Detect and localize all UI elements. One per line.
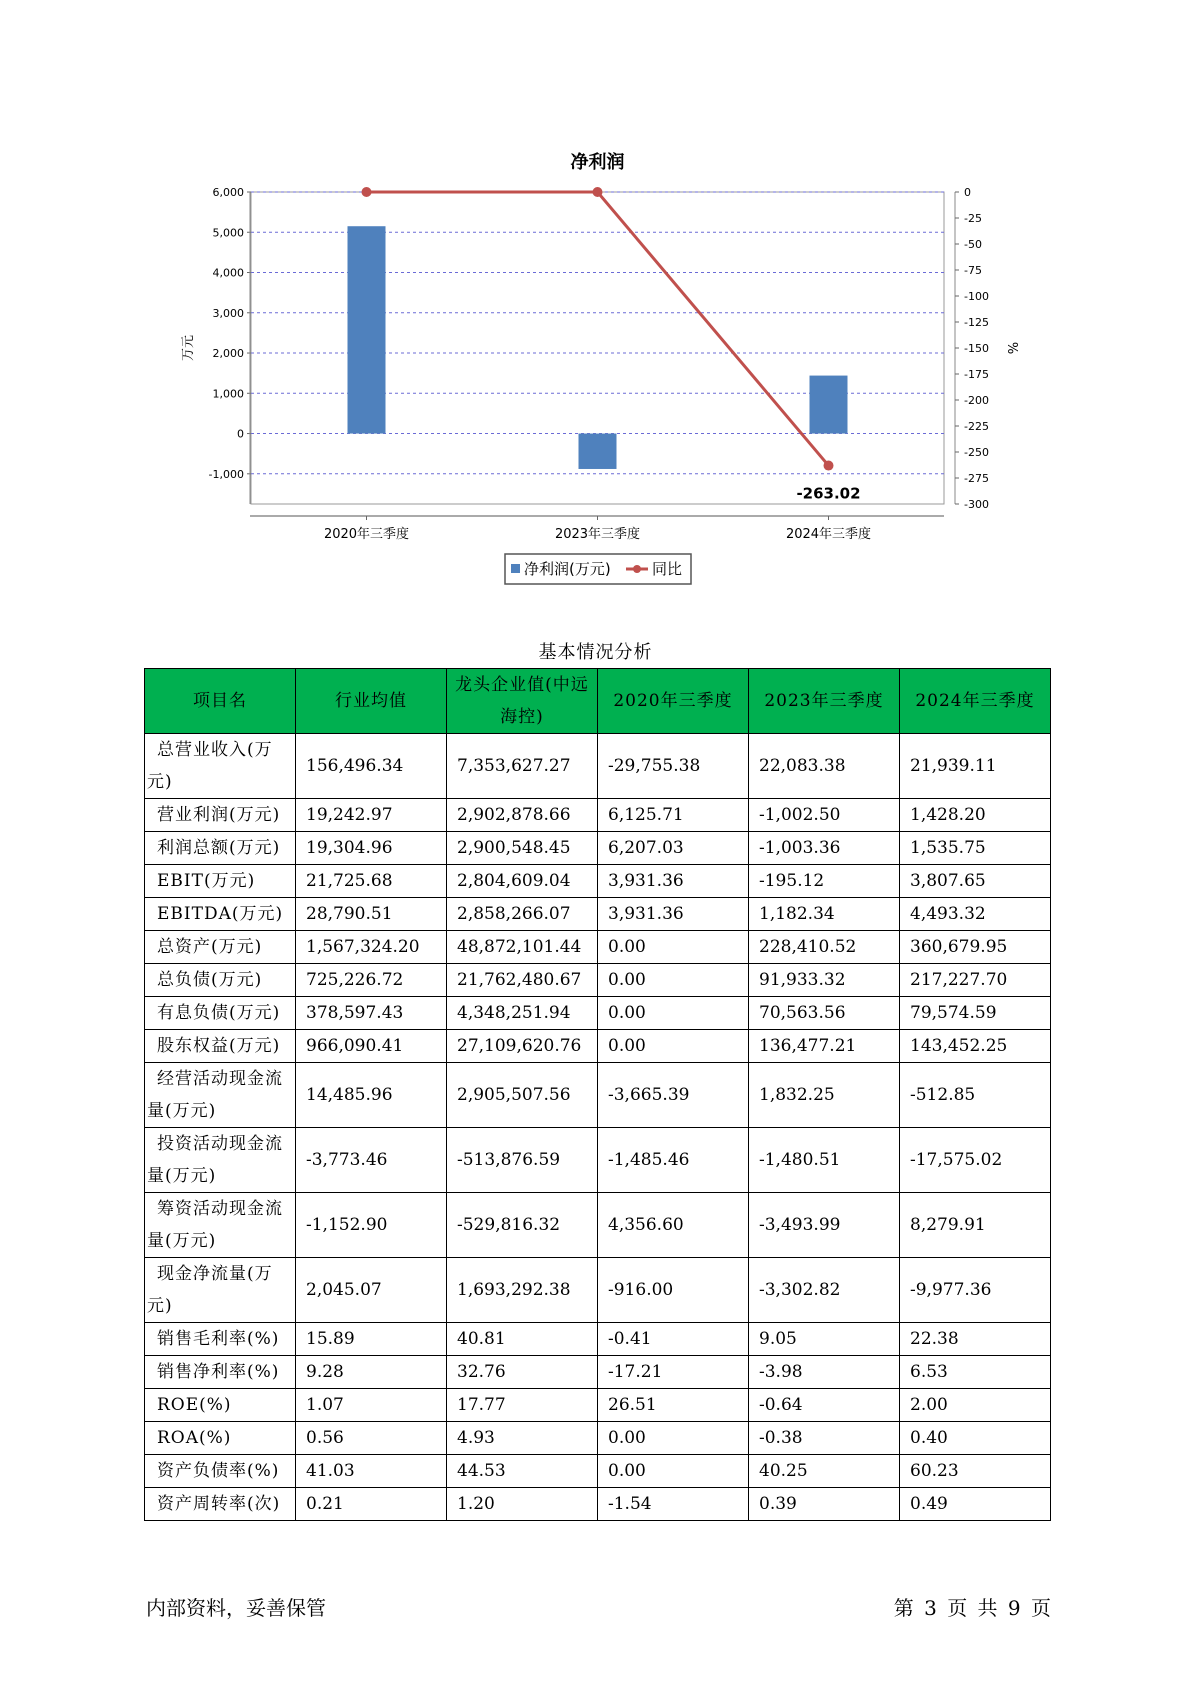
cell-text: 3,807.65 [910,871,986,891]
cell-text: 有息负债(万元) [157,1003,281,1023]
table-row [145,734,1051,799]
table-cell [447,964,598,997]
table-cell [296,1128,447,1193]
cell-text: 1,182.34 [759,904,835,924]
cell-text: 21,762,480.67 [457,970,582,990]
cell-text: 3,931.36 [608,871,684,891]
row-label [145,1128,296,1193]
chart-title: 净利润 [570,152,625,173]
cell-text: EBITDA(万元) [157,904,284,924]
table-cell [749,734,900,799]
table-cell [900,865,1051,898]
table-cell [447,734,598,799]
cell-text: 48,872,101.44 [457,937,582,957]
table-row [145,1030,1051,1063]
table-cell [900,1488,1051,1521]
bar [579,434,617,469]
cell-text: 6,125.71 [608,805,684,825]
cell-text: 60.23 [910,1461,959,1481]
table-cell [447,865,598,898]
cell-text: 总营业收入(万元) [147,740,273,792]
cell-text: 1,693,292.38 [457,1280,571,1300]
row-label [145,832,296,865]
cell-text: 2,905,507.56 [457,1085,571,1105]
table-cell [598,799,749,832]
bar [810,376,848,434]
table-cell [749,1455,900,1488]
table-row [145,1323,1051,1356]
cell-text: 360,679.95 [910,937,1008,957]
cell-text: 4,356.60 [608,1215,684,1235]
cell-text: 筹资活动现金流量(万元) [147,1199,283,1251]
cell-text: -1,152.90 [306,1215,388,1235]
cell-text: 40.25 [759,1461,808,1481]
row-label [145,1389,296,1422]
cell-text: -512.85 [910,1085,976,1105]
table-cell [749,931,900,964]
table-cell [296,898,447,931]
table-row [145,832,1051,865]
table-cell [900,1323,1051,1356]
table-cell [447,997,598,1030]
table-cell [900,1128,1051,1193]
table-row [145,898,1051,931]
cell-text: 0.39 [759,1494,797,1514]
table-cell [900,1258,1051,1323]
table-cell [296,1488,447,1521]
table-title: 基本情况分析 [538,642,653,663]
cell-text: -29,755.38 [608,756,701,776]
table-cell [749,865,900,898]
table-row [145,1258,1051,1323]
cell-text: -916.00 [608,1280,674,1300]
cell-text: 19,304.96 [306,838,393,858]
y2-tick-label: -50 [964,238,982,251]
table-cell [296,997,447,1030]
cell-text: 0.00 [608,970,646,990]
cell-text: -1,485.46 [608,1150,690,1170]
line-series [367,192,829,466]
table-cell [900,1422,1051,1455]
header-cell: 2020年三季度 [598,669,749,734]
table-cell [900,1389,1051,1422]
cell-text: 1.07 [306,1395,344,1415]
table-row [145,1128,1051,1193]
cell-text: 7,353,627.27 [457,756,571,776]
cell-text: 21,939.11 [910,756,997,776]
footer-confidential: 内部资料，妥善保管 [146,1596,326,1620]
table-cell [447,1356,598,1389]
table-cell [296,1356,447,1389]
x-tick-label: 2020年三季度 [323,527,410,542]
table-cell [598,1193,749,1258]
table-cell [900,1063,1051,1128]
cell-text: 6,207.03 [608,838,684,858]
cell-text: -3.98 [759,1362,803,1382]
cell-text: -17.21 [608,1362,663,1382]
cell-text: 17.77 [457,1395,506,1415]
cell-text: 营业利润(万元) [157,805,281,825]
cell-text: 70,563.56 [759,1003,846,1023]
cell-text: 4,493.32 [910,904,986,924]
table-cell [900,832,1051,865]
cell-text: -1,003.36 [759,838,841,858]
table-cell [598,1258,749,1323]
table-cell [598,931,749,964]
table-cell [900,1455,1051,1488]
table-cell [296,964,447,997]
table-cell [447,1488,598,1521]
cell-text: 91,933.32 [759,970,846,990]
cell-text: 143,452.25 [910,1036,1008,1056]
legend-line-marker [633,565,641,573]
x-tick-label: 2024年三季度 [785,527,872,542]
row-label [145,799,296,832]
table-cell [296,865,447,898]
cell-text: 21,725.68 [306,871,393,891]
row-label [145,997,296,1030]
cell-text: 156,496.34 [306,756,404,776]
table-cell [447,898,598,931]
cell-text: -195.12 [759,871,825,891]
header-cell: 行业均值 [296,669,447,734]
cell-text: -9,977.36 [910,1280,992,1300]
y-axis-label: 万元 [181,334,196,362]
cell-text: -1,002.50 [759,805,841,825]
cell-text: 136,477.21 [759,1036,857,1056]
table-cell [598,1389,749,1422]
row-label [145,1455,296,1488]
cell-text: -1,480.51 [759,1150,841,1170]
cell-text: 966,090.41 [306,1036,404,1056]
y2-tick-label: -75 [964,264,982,277]
table-cell [749,898,900,931]
row-label [145,1488,296,1521]
table-cell [447,799,598,832]
table-cell [900,734,1051,799]
row-label [145,734,296,799]
cell-text: -1.54 [608,1494,652,1514]
cell-text: 6.53 [910,1362,948,1382]
cell-text: 0.00 [608,1461,646,1481]
table-cell [447,1389,598,1422]
table-cell [447,1030,598,1063]
y-tick-label: -1,000 [208,467,244,481]
data-label: -263.02 [796,484,861,503]
table-cell [749,1389,900,1422]
table-cell [900,1030,1051,1063]
table-cell [598,1063,749,1128]
row-label [145,865,296,898]
legend-label: 净利润(万元) [524,560,611,578]
table-cell [900,931,1051,964]
cell-text: 股东权益(万元) [157,1036,281,1056]
cell-text: 1,535.75 [910,838,986,858]
table-cell [749,1422,900,1455]
cell-text: 15.89 [306,1329,355,1349]
row-label [145,1063,296,1128]
table-row [145,799,1051,832]
table-cell [296,931,447,964]
table-row [145,1063,1051,1128]
cell-text: 19,242.97 [306,805,393,825]
y2-tick-label: -300 [964,498,989,511]
cell-text: 9.28 [306,1362,344,1382]
table-cell [296,734,447,799]
row-label [145,931,296,964]
table-cell [900,997,1051,1030]
row-label [145,1030,296,1063]
y2-tick-label: -100 [964,290,989,303]
analysis-table [144,668,1051,1521]
net-profit-chart [0,0,1191,620]
cell-text: -0.64 [759,1395,803,1415]
row-label [145,1422,296,1455]
cell-text: ROA(%) [157,1428,232,1448]
cell-text: 22.38 [910,1329,959,1349]
cell-text: -3,302.82 [759,1280,841,1300]
cell-text: 利润总额(万元) [157,838,281,858]
cell-text: 79,574.59 [910,1003,997,1023]
cell-text: 28,790.51 [306,904,393,924]
table-cell [296,832,447,865]
y-tick-label: 6,000 [212,186,244,199]
cell-text: 0.00 [608,1036,646,1056]
table-header-row [145,669,1051,734]
cell-text: 2,858,266.07 [457,904,571,924]
table-cell [447,1323,598,1356]
table-cell [598,964,749,997]
row-label [145,964,296,997]
table-cell [296,1455,447,1488]
header-cell: 2024年三季度 [900,669,1051,734]
y2-tick-label: -200 [964,394,989,407]
y-tick-label: 3,000 [212,306,244,320]
table-cell [296,1258,447,1323]
table-cell [598,832,749,865]
cell-text: 0.00 [608,937,646,957]
table-cell [749,1488,900,1521]
y2-tick-label: -250 [964,446,989,459]
table-cell [447,1128,598,1193]
cell-text: 2,902,878.66 [457,805,571,825]
cell-text: 总负债(万元) [157,970,263,990]
cell-text: -0.38 [759,1428,803,1448]
x-tick-label: 2023年三季度 [554,527,641,542]
table-cell [447,1422,598,1455]
table-cell [598,865,749,898]
line-point [362,187,372,197]
table-cell [447,931,598,964]
cell-text: 26.51 [608,1395,657,1415]
cell-text: 14,485.96 [306,1085,393,1105]
cell-text: 投资活动现金流量(万元) [147,1134,283,1186]
cell-text: -513,876.59 [457,1150,561,1170]
cell-text: 217,227.70 [910,970,1008,990]
table-cell [598,1455,749,1488]
y-tick-label: 5,000 [212,226,244,240]
table-cell [749,1030,900,1063]
table-row [145,1455,1051,1488]
y2-tick-label: 0 [964,186,971,199]
cell-text: 2,045.07 [306,1280,382,1300]
table-cell [598,1488,749,1521]
table-cell [900,964,1051,997]
y-tick-label: 1,000 [212,387,244,401]
table-cell [296,1193,447,1258]
table-cell [749,799,900,832]
table-row [145,865,1051,898]
cell-text: 经营活动现金流量(万元) [147,1069,283,1121]
table-row [145,1422,1051,1455]
legend-bar-swatch [511,564,520,573]
cell-text: 40.81 [457,1329,506,1349]
cell-text: 资产负债率(%) [157,1461,280,1481]
cell-text: 现金净流量(万元) [147,1264,273,1316]
table-cell [598,1128,749,1193]
cell-text: 销售毛利率(%) [157,1329,280,1349]
cell-text: 0.49 [910,1494,948,1514]
table-cell [749,964,900,997]
cell-text: 32.76 [457,1362,506,1382]
table-cell [447,1193,598,1258]
table-cell [296,1422,447,1455]
table-cell [900,799,1051,832]
table-cell [447,832,598,865]
table-row [145,997,1051,1030]
cell-text: 41.03 [306,1461,355,1481]
table-cell [598,1030,749,1063]
cell-text: 4.93 [457,1428,495,1448]
cell-text: 2.00 [910,1395,948,1415]
cell-text: 44.53 [457,1461,506,1481]
table-row [145,1389,1051,1422]
row-label [145,1323,296,1356]
y2-tick-label: -25 [964,212,982,225]
table-cell [296,1389,447,1422]
table-cell [749,1323,900,1356]
table-row [145,1356,1051,1389]
table-cell [598,1323,749,1356]
line-point [824,461,834,471]
cell-text: 3,931.36 [608,904,684,924]
line-point [593,187,603,197]
table-cell [447,1063,598,1128]
table-row [145,1193,1051,1258]
cell-text: 27,109,620.76 [457,1036,582,1056]
y2-tick-label: -125 [964,316,989,329]
cell-text: 2,900,548.45 [457,838,571,858]
table-cell [296,1323,447,1356]
cell-text: 2,804,609.04 [457,871,571,891]
cell-text: ROE(%) [157,1395,232,1415]
cell-text: 0.56 [306,1428,344,1448]
row-label [145,1356,296,1389]
table-cell [900,898,1051,931]
table-cell [598,898,749,931]
table-cell [900,1356,1051,1389]
cell-text: 1,428.20 [910,805,986,825]
cell-text: 1,832.25 [759,1085,835,1105]
table-row [145,931,1051,964]
header-cell: 2023年三季度 [749,669,900,734]
cell-text: 228,410.52 [759,937,857,957]
cell-text: 725,226.72 [306,970,404,990]
cell-text: 0.40 [910,1428,948,1448]
y2-tick-label: -225 [964,420,989,433]
y-tick-label: 4,000 [212,266,244,280]
table-cell [900,1193,1051,1258]
y2-tick-label: -275 [964,472,989,485]
header-cell: 项目名 [145,669,296,734]
cell-text: -0.41 [608,1329,652,1349]
y-tick-label: 0 [237,427,244,441]
y-tick-label: 2,000 [212,347,244,361]
y2-axis-label: % [1004,341,1019,355]
cell-text: EBIT(万元) [157,871,256,891]
table-cell [749,832,900,865]
cell-text: -3,665.39 [608,1085,690,1105]
table-cell [296,799,447,832]
table-cell [598,734,749,799]
cell-text: 22,083.38 [759,756,846,776]
cell-text: 总资产(万元) [157,937,263,957]
table-cell [296,1030,447,1063]
table-cell [598,1422,749,1455]
cell-text: 4,348,251.94 [457,1003,571,1023]
table-cell [447,1258,598,1323]
cell-text: 0.21 [306,1494,344,1514]
table-row [145,1488,1051,1521]
row-label [145,898,296,931]
legend-label: 同比 [652,560,683,578]
cell-text: -17,575.02 [910,1150,1003,1170]
cell-text: 378,597.43 [306,1003,404,1023]
cell-text: -529,816.32 [457,1215,561,1235]
cell-text: -3,493.99 [759,1215,841,1235]
table-cell [749,1193,900,1258]
footer-page-number: 第 3 页 共 9 页 [893,1596,1051,1620]
chart-svg [0,0,1191,620]
header-cell: 龙头企业值(中远海控) [447,669,598,734]
table-cell [598,1356,749,1389]
table-cell [749,1128,900,1193]
table-cell [749,1356,900,1389]
table-cell [749,997,900,1030]
cell-text: -3,773.46 [306,1150,388,1170]
table-row [145,964,1051,997]
cell-text: 销售净利率(%) [157,1362,280,1382]
table-cell [296,1063,447,1128]
row-label [145,1258,296,1323]
cell-text: 8,279.91 [910,1215,986,1235]
table-cell [749,1063,900,1128]
cell-text: 0.00 [608,1428,646,1448]
table-cell [447,1455,598,1488]
cell-text: 9.05 [759,1329,797,1349]
y2-tick-label: -150 [964,342,989,355]
cell-text: 资产周转率(次) [157,1494,281,1514]
row-label [145,1193,296,1258]
table-cell [749,1258,900,1323]
bar [348,226,386,433]
y2-tick-label: -175 [964,368,989,381]
cell-text: 1.20 [457,1494,495,1514]
cell-text: 1,567,324.20 [306,937,420,957]
cell-text: 0.00 [608,1003,646,1023]
table-cell [598,997,749,1030]
